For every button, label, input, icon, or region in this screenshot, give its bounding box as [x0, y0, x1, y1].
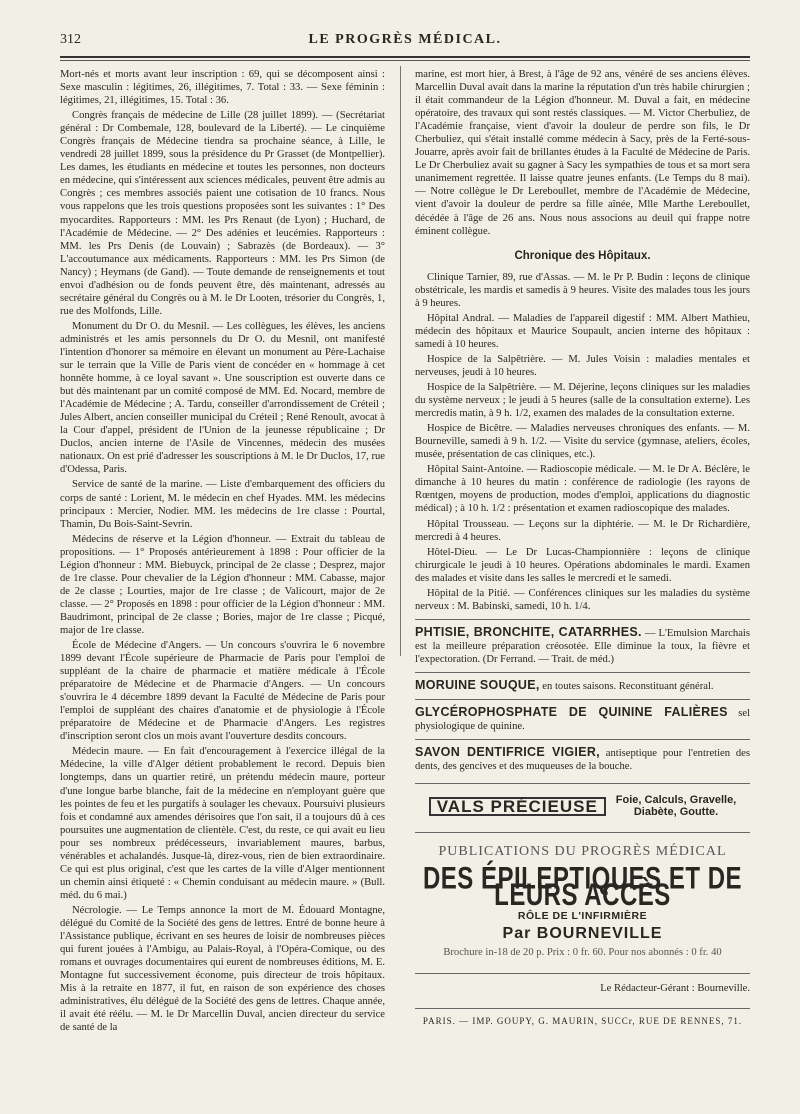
paragraph-monument: Monument du Dr O. du Mesnil. — Les collègues, les élèves, les anciens administrés et les amis personnels du Dr O. du Mesnil, ont manifesté l'intention d'honorer sa mémoire en élevant un monument au Père-Lachaise sur le terrain que la Ville de Paris vient de concéder en « hommage à cet honnête homme, à ce loyal savant ». Une souscription est ouverte dans ce but dès maintenant par un comité composé de MM. Ed. Nocard, membre de l'Académie de Médecine ; A. Tardu, conseiller d'arrondissement de Créteil ; Jules Albert, ancien conseiller municipal du Créteil ; René Renoult, avocat à la Cour d'appel, président de l'Union de la jeunesse républicaine ; Dr Duclos, ancien interne de l'Asile de Vincennes, médecin des musées nationaux. On est prié d'adresser les souscriptions à M. le Dr Duclos, 17, rue d'Odessa, Paris. — [60, 320, 385, 476]
publications-heading: PUBLICATIONS DU PROGRÈS MÉDICAL — [415, 832, 750, 858]
header-rule-thin — [60, 60, 750, 61]
ad-text: — L'Emulsion Marchais est la meilleure préparation créosotée. Elle diminue la toux, la fièvre et l'expectoration. (Dr Ferrand. — Trait. de méd.) — [415, 627, 750, 665]
book-title: DES ÉPILEPTIQUES ET DE LEURS ACCÈS — [422, 861, 743, 914]
book-price: Brochure in-18 de 20 p. Prix : 0 fr. 60. Pour nos abonnés : 0 fr. 40 — [443, 947, 722, 959]
paragraph-ecole-angers: École de Médecine d'Angers. — Un concours s'ouvrira le 6 novembre 1899 devant l'École supérieure de Pharmacie de Paris pour l'emploi de suppléant de la chaire de pharmacie et matière médicale à l'École préparatoire de Médecine et de Pharmacie d'Angers. — Un concours s'ouvrira le 4 décembre 1899 devant la Faculté de Médecine de Paris pour l'emploi de suppléant des chaires d'anatomie et de physiologie à l'École préparatoire de Médecine et de Pharmacie d'Angers. Les registres d'inscription seront clos un mois avant l'ouverture desdits concours. — [60, 640, 385, 743]
left-column — [60, 68, 385, 1038]
paragraph-service-marine: Service de santé de la marine. — Liste d'embarquement des officiers du corps de santé : Lorient, M. le médecin en chef Hyades. MM. les médecins principaux : Mercier, Nodier. MM. les médecins de 1re classe : Pourtal, Thamin, Du Bois-Saint-Sevrin. — [60, 479, 385, 530]
paragraph-mort-nes: Mort-nés et morts avant leur inscription : 69, qui se décomposent ainsi : Sexe masculin : légitimes, 26, illégitimes, 7. Total : 33. — Sexe féminin : légitimes, 21, illégitimes, 15. Total : 36. — [60, 69, 385, 107]
chronique-item: Hôpital Trousseau. — Leçons sur la diphtérie. — M. le Dr Richardière, mercredi à 4 heures. — [415, 518, 750, 543]
ad-moruine — [415, 672, 750, 693]
ad-text: en toutes saisons. Reconstituant général. — [539, 680, 714, 692]
column-divider — [400, 66, 401, 656]
ad-heading: MORUINE SOUQUE, — [415, 677, 540, 692]
ad-heading: SAVON DENTIFRICE VIGIER, — [415, 745, 600, 760]
paragraph-congres-lille: Congrès français de médecine de Lille (28 juillet 1899). — (Secrétariat général : Dr Combemale, 128, boulevard de la Liberté). — Le cinquième Congrès français de Médecine tiendra sa prochaine séance, à Lille, le vendredi 28 juillet 1899, sous la présidence du Pr Grasset (de Montpellier). Les dames, les étudiants en médecine et toutes les personnes, non docteurs en médecine, qui s'intéressent aux sciences médicales, peuvent être admis au Congrès ; ces membres associés paient une cotisation de 10 francs. Nous vous rappelons que les trois questions proposées sont les suivantes : 1° Des myocardites. Rapporteurs : MM. les Prs Renaut (de Lyon) ; Huchard, de l'Académie de Médecine. — 2° Des adénies et leucémies. Rapporteurs : MM. les Prs Denis (de Louvain) ; Sabrazès (de Bordeaux). — 3° L'accoutumance aux médicaments. Rapporteurs : MM. les Prs Simon (de Nancy) ; Heymans (de Gand). — Toute demande de renseignements et tout envoi d'adhésion ou de fonds peuvent être, dès maintenant, adressés au secrétaire général du Congrès ou à M. le Dr Looten, trésorier du Congrès, 1, rue des Molfonds, Lille. — [60, 110, 385, 317]
chronique-item: Hospice de la Salpêtrière. — M. Déjerine, leçons cliniques sur les maladies du système nerveux ; le jeudi à 5 heures (salle de la consultation externe). Les mercredis matin, à 9 h. 1/2, examen des malades de la consultation externe. — [415, 382, 750, 420]
chronique-item: Hôpital Andral. — Maladies de l'appareil digestif : MM. Albert Mathieu, médecin des hôpitaux et Maurice Soupault, ancien interne des hôpitaux : samedi à 10 heures. — [415, 312, 750, 350]
paragraph-necrologie: Nécrologie. — Le Temps annonce la mort de M. Édouard Montagne, délégué du Comité de la Société des gens de lettres. Entré de bonne heure à l'Assistance publique, écrivant en ses heures de loisir de nombreuses pièces qui furent jouées à l'Ambigu, au Palais-Royal, à l'Opéra-Comique, ou des romans et ouvrages documentaires qui eurent de nombreuses éditions, M. E. Montagne fut successivement économe, puis directeur de trois hôpitaux. Mis à la retraite en 1877, il fut, en raison de son expérience des choses administratives, élu délégué de la Société des gens de lettres. Chaque année, il avait été réélu. — M. le Dr Marcellin Duval, ancien directeur du service de santé de la — [60, 904, 385, 1034]
ad-savon — [415, 739, 750, 773]
ad-heading: PHTISIE, BRONCHITE, CATARRHES. — [415, 624, 642, 639]
right-column — [415, 68, 750, 1108]
page-number: 312 — [60, 32, 81, 47]
chronique-item: Hôpital Saint-Antoine. — Radioscopie médicale. — M. le Dr A. Béclère, le dimanche à 10 heures du matin : conférence de radiologie (les rayons de Rœntgen, moyens de production, modes d'emploi, applications du diagnostic médical) ; à 10 h. 1/2 : présentation et examen radioscopique des malades. — [415, 464, 750, 515]
chronique-title: Chronique des Hôpitaux. — [514, 249, 651, 262]
ad-glycerophosphate — [415, 699, 750, 733]
page-header — [60, 30, 750, 54]
ad-vals — [415, 783, 750, 818]
chronique-item: Hôtel-Dieu. — Le Dr Lucas-Championnière : leçons de clinique chirurgicale le jeudi à 10 heures. Opérations abdominales le mardi. Examen des malades et visite dans les salles le mercredi et le samedi. — [415, 546, 750, 584]
vals-title: VALS PRÉCIEUSE — [429, 797, 606, 816]
vals-line-2: Diabète, Goutte. — [633, 806, 719, 819]
book-author: Par BOURNEVILLE — [502, 925, 663, 943]
header-rule — [60, 56, 750, 58]
chronique-item: Clinique Tarnier, 89, rue d'Assas. — M. le Pr P. Budin : leçons de clinique obstétricale, les mardis et samedis à 9 heures. Visite des malades tous les jours à 9 heures. — [415, 271, 750, 309]
ad-text: sel physiologique de quinine. — [415, 708, 750, 733]
chronique-item: Hospice de la Salpêtrière. — M. Jules Voisin : maladies mentales et nerveuses, jeudi à 10 heures. — [415, 353, 750, 378]
paragraph-medecin-maure: Médecin maure. — En fait d'encouragement à l'exercice illégal de la Médecine, la ville d'Alger détient probablement le record. Depuis bien longtemps, dans un quartier retiré, un prétendu médecin maure, porteur d'une longue barbe blanche, fait de la médecine en n'employant guère que les pointes de feu et les purgatifs à soulager les chevaux. Poursuivi plusieurs fois et condamné aux amendes dérisoires que l'on sait, il a toujours dû à ces poursuites une augmentation de clientèle. C'est, du reste, ce qui avait eu lieu pour ses nombreux prédécesseurs, invariablement maures, barbus, vénérables et achalandés. Jusque-là, direz-vous, rien de bien extraordinaire. Ce qui est plus original, c'est que les cartes de la ville d'Alger mentionnent un chemin ainsi étiqueté : « Chemin conduisant au médecin maure. » (Bull. méd. du 6 mai.) — [60, 746, 385, 901]
paragraph-necrologie-cont: marine, est mort hier, à Brest, à l'âge de 92 ans, vénéré de ses anciens élèves. Marcellin Duval avait dans la marine la réputation d'un très habile chirurgien ; il était commandeur de la Légion d'honneur. M. Duval a fait, en médecine opératoire, des travaux qui sont restés classiques. — M. Victor Cherbuliez, de l'Académie française, vient d'avoir la douleur de perdre son fils, le Dr Cherbuliez, qui s'était installé comme médecin à Sacy, près de la Ferté-sous-Jouarre, après avoir fait de brillantes études à la Faculté de Médecine de Paris. Le Dr Cherbuliez avait su gagner à Sacy les sympathies de tous et sa mort sera unanimement regrettée. Il laisse quatre jeunes enfants. (Le Temps du 8 mai). — Notre collègue le Dr Lereboullet, membre de l'Académie de Médecine, vient d'avoir la douleur de perdre sa fille aînée, Mlle Marthe Lereboullet, décédée à l'âge de 26 ans. Nous nous associons au deuil qui frappe notre éminent collègue. — [415, 69, 750, 237]
vals-subtitle — [616, 794, 736, 818]
journal-title: LE PROGRÈS MÉDICAL. — [308, 32, 502, 47]
ad-phtisie — [415, 619, 750, 666]
book-subtitle: RÔLE DE L'INFIRMIÈRE — [517, 910, 648, 923]
editor-signature: Le Rédacteur-Gérant : Bourneville. — [415, 973, 750, 995]
vals-line-1: Foie, Calculs, Gravelle, — [615, 794, 737, 807]
ad-text: antiseptique pour l'entretien des dents, des gencives et des muqueuses de la bouche. — [415, 748, 750, 773]
paragraph-legion-honneur: Médecins de réserve et la Légion d'honneur. — Extrait du tableau de propositions. — 1° Proposés antérieurement à 1898 : Pour officier de la Légion d'honneur : MM. Biebuyck, principal de 2e classe ; Desprez, major de 1re classe. Pour chevalier de la Légion d'honneur : MM. Cabasse, major de 2e classe ; Lourties, major de 1re classe ; de Valicourt, major de 2e classe. — 2° Proposés en 1898 : pour officier de la Légion d'honneur : MM. Baudrimont, principal de 2e classe ; Bories, major de 1re classe ; Picqué, major de 1re classe. — [60, 533, 385, 636]
chronique-item: Hospice de Bicêtre. — Maladies nerveuses chroniques des enfants. — M. Bourneville, samedi à 9 h. 1/2. — Visite du service (gymnase, ateliers, écoles, musée, présentation de cas cliniques, etc.). — [415, 423, 750, 461]
chronique-item: Hôpital de la Pitié. — Conférences cliniques sur les maladies du système nerveux : M. Babinski, samedi, 10 h. 1/4. — [415, 587, 750, 612]
ad-heading: GLYCÉROPHOSPHATE DE QUININE FALIÈRES — [415, 705, 728, 720]
printer-line: PARIS. — IMP. GOUPY, G. MAURIN, SUCCr, RUE DE RENNES, 71. — [415, 1008, 750, 1028]
